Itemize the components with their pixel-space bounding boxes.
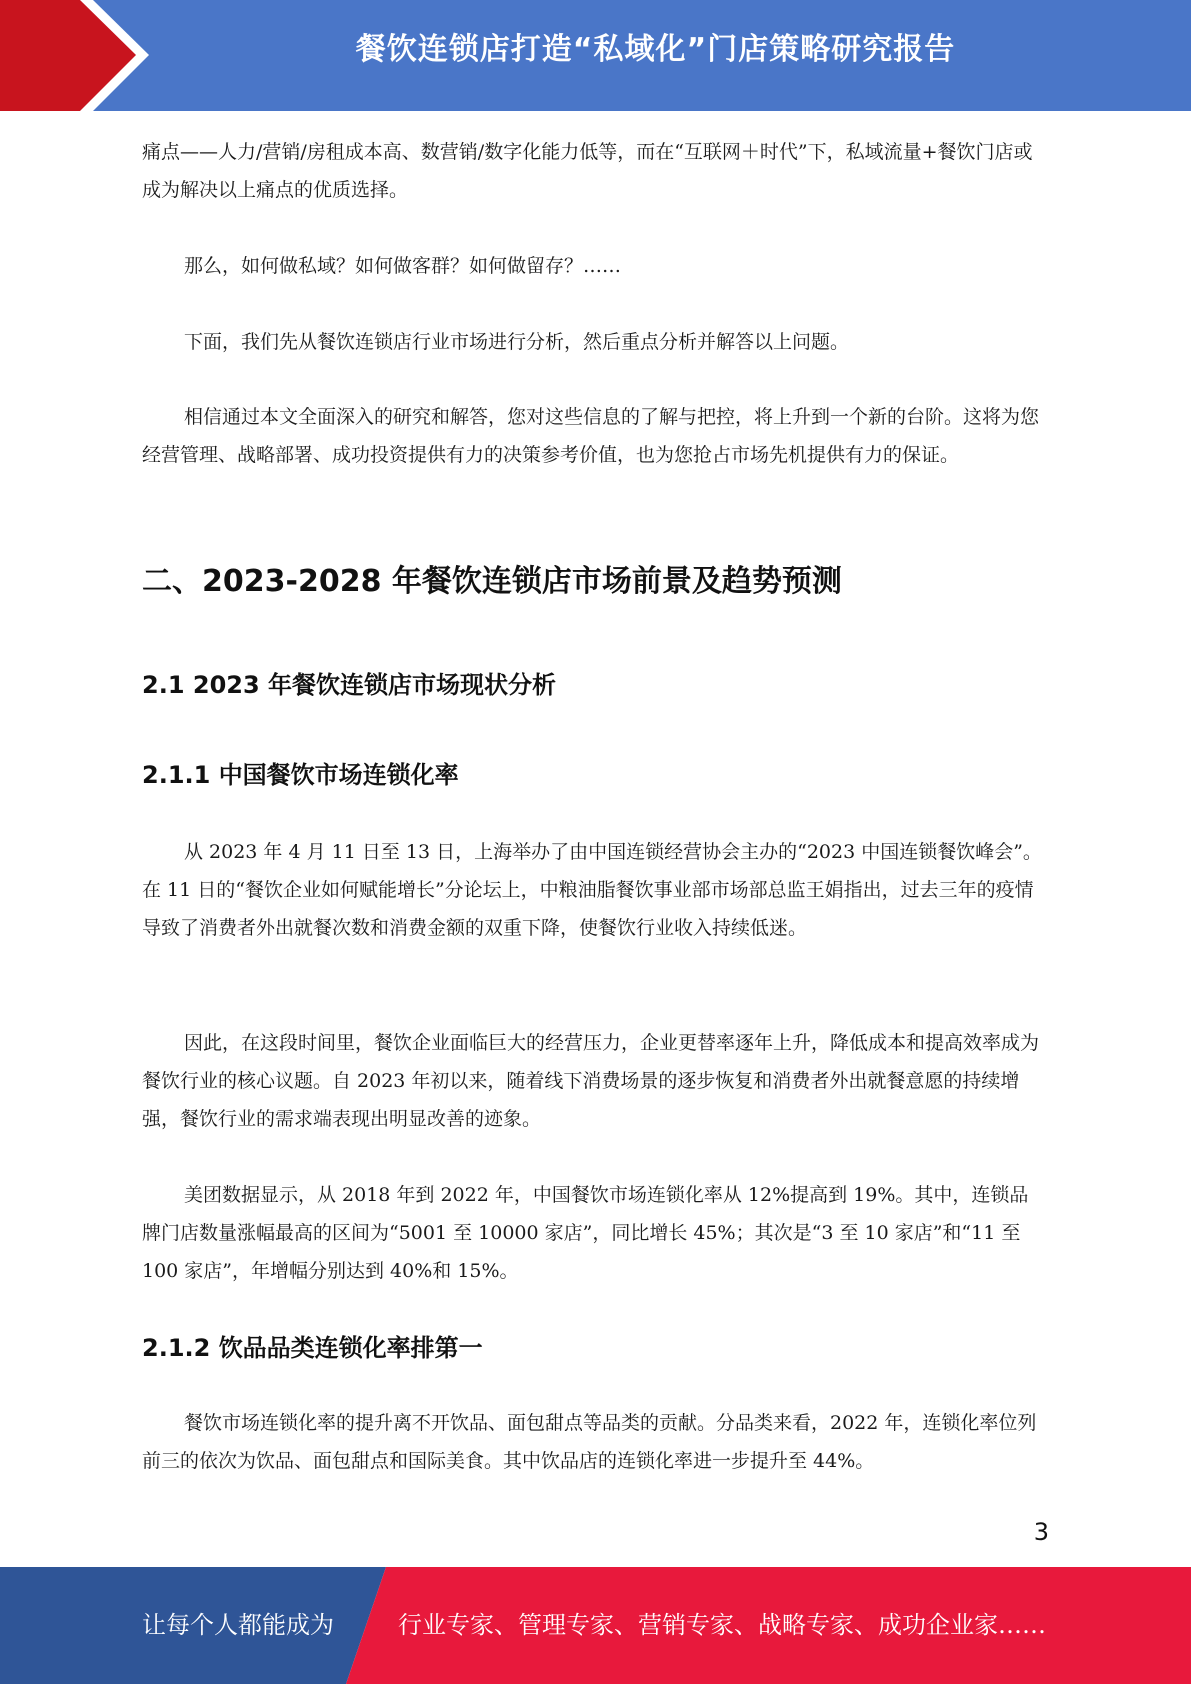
subsection-heading-2-1: 2.1 2023 年餐饮连锁店市场现状分析 [142,671,557,699]
subsection-heading-2-1-1: 2.1.1 中国餐饮市场连锁化率 [142,761,459,789]
paragraph-summit: 从 2023 年 4 月 11 日至 13 日，上海举办了由中国连锁经营协会主办的“2023 中国连锁餐饮峰会”。在 11 日的“餐饮企业如何赋能增长”分论坛上，中粮油脂餐饮事业部市场部总监王娟指出，过去三年的疫情导致了消费者外出就餐次数和消费金额的双重下降，使餐饮行业收入持续低迷。 [142,841,1042,939]
footer-slogan-left: 让每个人都能成为 [142,1611,334,1639]
paragraph-intro: 下面，我们先从餐饮连锁店行业市场进行分析，然后重点分析并解答以上问题。 [184,331,850,353]
page-header [0,0,1191,111]
paragraph-pressure: 因此，在这段时间里，餐饮企业面临巨大的经营压力，企业更替率逐年上升，降低成本和提高效率成为餐饮行业的核心议题。自 2023 年初以来，随着线下消费场景的逐步恢复和消费者外出就餐意愿的持续增强，餐饮行业的需求端表现出明显改善的迹象。 [142,1032,1040,1130]
page-number: 3 [1033,1518,1049,1546]
page-footer [0,1567,1191,1684]
paragraph-categories: 餐饮市场连锁化率的提升离不开饮品、面包甜点等品类的贡献。分品类来看，2022 年，连锁化率位列前三的依次为饮品、面包甜点和国际美食。其中饮品店的连锁化率进一步提升至 44%。 [142,1412,1037,1472]
footer-slogan-right: 行业专家、管理专家、营销专家、战略专家、成功企业家…… [398,1611,1046,1639]
header-arrow-icon [0,0,160,111]
paragraph-meituan-data: 美团数据显示，从 2018 年到 2022 年，中国餐饮市场连锁化率从 12%提高到 19%。其中，连锁品牌门店数量涨幅最高的区间为“5001 至 10000 家店”，同比增长 45%；其次是“3 至 10 家店”和“11 至 100 家店”，年增幅分别达到 40%和 15%。 [142,1184,1029,1282]
subsection-heading-2-1-2: 2.1.2 饮品品类连锁化率排第一 [142,1334,483,1362]
section-heading: 二、2023-2028 年餐饮连锁店市场前景及趋势预测 [142,564,842,599]
paragraph-value: 相信通过本文全面深入的研究和解答，您对这些信息的了解与把控，将上升到一个新的台阶。这将为您经营管理、战略部署、成功投资提供有力的决策参考价值，也为您抢占市场先机提供有力的保证。 [142,406,1040,466]
header-title: 餐饮连锁店打造“私域化”门店策略研究报告 [355,32,956,67]
paragraph-questions: 那么，如何做私域？如何做客群？如何做留存？…… [184,255,622,277]
paragraph-pain-points: 痛点——人力/营销/房租成本高、数营销/数字化能力低等，而在“互联网＋时代”下，私域流量+餐饮门店或成为解决以上痛点的优质选择。 [142,141,1033,201]
